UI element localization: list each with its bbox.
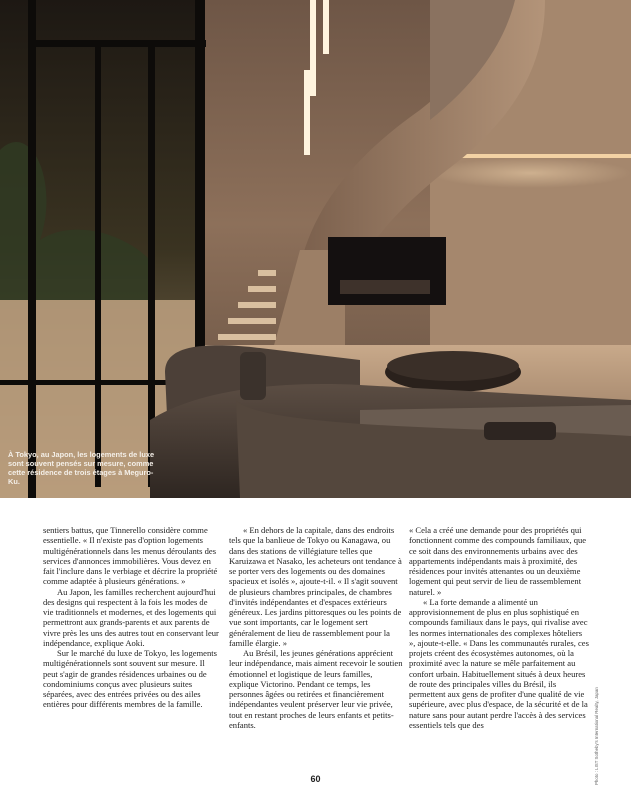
paragraph: « Cela a créé une demande pour des propriétés qui fonctionnent comme des compounds familiaux, que ce soit dans des environnements urbains avec des appartements indépendants mais à proximité, des résidences pour invités attenantes ou un deuxième logement qui peut servir de lieu de rassemblement naturel. »	[409, 525, 587, 597]
paragraph: Au Japon, les familles recherchent aujourd'hui des designs qui respectent à la fois les modes de vie traditionnels et modernes, et des logements qui permettront aux grands-parents et aux parents de vivre près les uns des autres tout en conservant leur indépendance, explique Aoki.	[43, 586, 219, 648]
paragraph: sentiers battus, que Tinnerello considère comme essentielle. « Il n'existe pas d'option logements multigénérationnels dans les menus déroulants des services d'annonces immobilières. Vous devez en fait l'inclure dans le verbiage et décrire la propriété comme adaptée à plusieurs générations. »	[43, 525, 218, 587]
paragraph: « En dehors de la capitale, dans des endroits tels que la banlieue de Tokyo ou Kanagawa, ou dans des stations de villégiature telles que Karuizawa et Nasako, les acheteurs ont tendance à se porter vers des logements ou des domaines spacieux et isolés », ajoute-t-il. « Il s'agit souvent de plusieurs chambres principales, de chambres d'invités indépendantes et d'espaces extérieurs généreux. Les jardins pittoresques ou les points de vue sont importants, car le logement sert généralement de lieu de rassemblement pour la famille élargie. »	[229, 525, 402, 648]
article-column-3	[409, 525, 589, 730]
page-number: 60	[310, 774, 321, 784]
paragraph: Sur le marché du luxe de Tokyo, les logements multigénérationnels sont souvent sur mesure. Il peut s'agir de grandes résidences urbaines ou de condominiums conçus avec plusieurs suites séparées, avec des entrées privées ou des ailes entières pour différents membres de la famille.	[43, 648, 217, 710]
photo-credit-text: Photo : LIST Sotheby's International Realty, Japan	[594, 687, 599, 785]
photo-caption: À Tokyo, au Japon, les logements de luxe sont souvent pensés sur mesure, comme cette résidence de trois étages à Meguro-Ku.	[8, 450, 155, 486]
article-column-1	[43, 525, 219, 710]
paragraph: Au Brésil, les jeunes générations apprécient leur indépendance, mais aiment recevoir le soutien émotionnel et logistique de leurs familles, explique Victorino. Pendant ce temps, les personnes âgées ou retirées et financièrement indépendantes veulent préserver leur vie privée, tout en restant proches de leurs enfants et petits-enfants.	[229, 648, 403, 730]
article-column-2	[229, 525, 403, 730]
fireplace	[328, 237, 446, 305]
paragraph: « La forte demande a alimenté un approvisionnement de plus en plus sophistiqué en compounds familiaux dans le pays, qui rivalise avec les normes internationales des complexes hôteliers », ajoute-t-elle. « Dans les communautés rurales, ces projets créent des écosystèmes autonomes, où la proximité avec la nature se mêle parfaitement au confort urbain. Habituellement situés à deux heures de route des principales villes du Brésil, ils permettent aux gens de profiter d'une qualité de vie supérieure, avec plus d'espace, de la sécurité et de la nature sans pour autant perdre l'accès à des services essentiels tels que des	[409, 596, 589, 730]
